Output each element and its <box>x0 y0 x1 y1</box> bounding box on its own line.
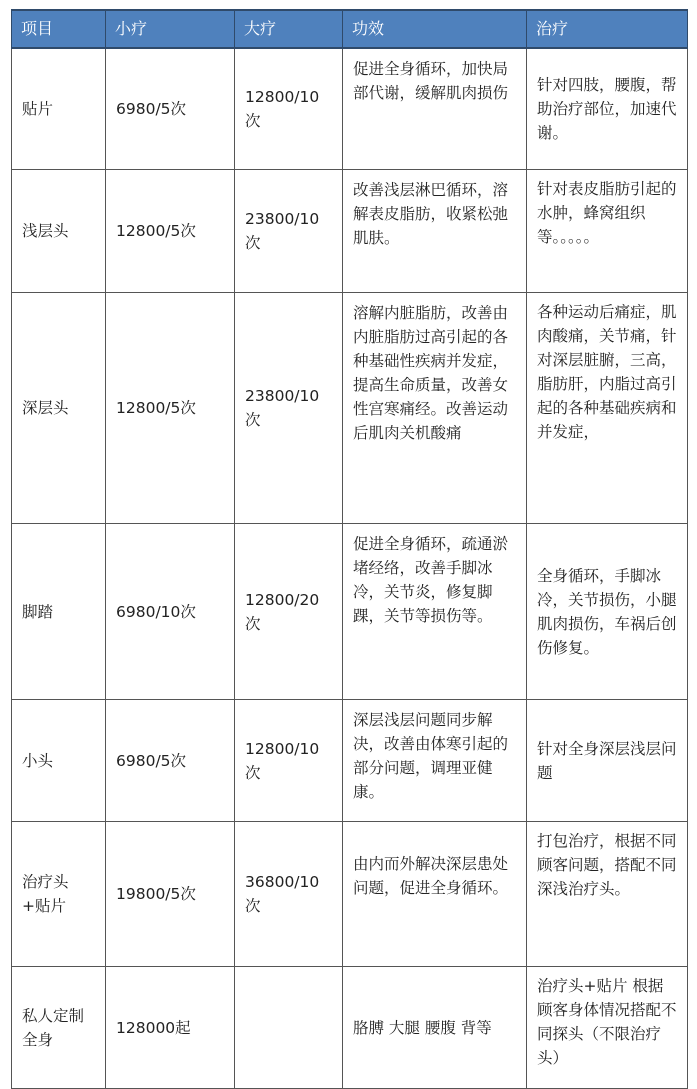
cell-treatment: 治疗头+贴片 根据顾客身体情况搭配不同探头（不限治疗头） <box>527 967 688 1089</box>
cell-effect: 深层浅层问题同步解决，改善由体寒引起的部分问题，调理亚健康。 <box>343 700 527 822</box>
cell-large-course: 23800/10次 <box>235 293 343 524</box>
cell-large-course: 12800/10次 <box>235 48 343 170</box>
cell-item: 深层头 <box>12 293 106 524</box>
cell-item: 脚踏 <box>12 524 106 700</box>
price-table-container <box>11 9 687 1089</box>
header-effect: 功效 <box>343 10 527 48</box>
table-header <box>12 10 688 48</box>
cell-large-course: 23800/10次 <box>235 170 343 293</box>
cell-treatment: 各种运动后痛症，肌肉酸痛，关节痛，针对深层脏腑，三高，脂肪肝，内脂过高引起的各种基础疾病和并发症， <box>527 293 688 524</box>
table-row <box>12 170 688 293</box>
cell-effect: 改善浅层淋巴循环，溶解表皮脂肪，收紧松弛肌肤。 <box>343 170 527 293</box>
table-body <box>12 48 688 1089</box>
table-row <box>12 293 688 524</box>
cell-effect: 促进全身循环，加快局部代谢，缓解肌肉损伤 <box>343 48 527 170</box>
cell-small-course: 12800/5次 <box>106 170 235 293</box>
cell-item: 小头 <box>12 700 106 822</box>
cell-large-course <box>235 967 343 1089</box>
cell-effect: 促进全身循环，疏通淤堵经络，改善手脚冰冷，关节炎，修复脚踝，关节等损伤等。 <box>343 524 527 700</box>
cell-item: 私人定制全身 <box>12 967 106 1089</box>
cell-item: 贴片 <box>12 48 106 170</box>
cell-large-course: 12800/20次 <box>235 524 343 700</box>
cell-small-course: 6980/5次 <box>106 48 235 170</box>
table-row <box>12 822 688 967</box>
cell-treatment: 打包治疗，根据不同顾客问题，搭配不同深浅治疗头。 <box>527 822 688 967</box>
cell-item: 治疗头+贴片 <box>12 822 106 967</box>
cell-effect: 溶解内脏脂肪，改善由内脏脂肪过高引起的各种基础性疾病并发症，提高生命质量，改善女性宫寒痛经。改善运动后肌肉关机酸痛 <box>343 293 527 524</box>
cell-effect: 胳膊 大腿 腰腹 背等 <box>343 967 527 1089</box>
cell-treatment: 针对表皮脂肪引起的水肿，蜂窝组织等。。。。。 <box>527 170 688 293</box>
cell-large-course: 36800/10次 <box>235 822 343 967</box>
table-row <box>12 524 688 700</box>
cell-large-course: 12800/10次 <box>235 700 343 822</box>
cell-effect: 由内而外解决深层患处问题，促进全身循环。 <box>343 822 527 967</box>
cell-item: 浅层头 <box>12 170 106 293</box>
header-treatment: 治疗 <box>527 10 688 48</box>
treatment-price-table <box>11 9 688 1089</box>
cell-treatment: 针对全身深层浅层问题 <box>527 700 688 822</box>
header-large-course: 大疗 <box>235 10 343 48</box>
cell-treatment: 针对四肢，腰腹，帮助治疗部位，加速代谢。 <box>527 48 688 170</box>
header-small-course: 小疗 <box>106 10 235 48</box>
cell-small-course: 12800/5次 <box>106 293 235 524</box>
header-item: 项目 <box>12 10 106 48</box>
cell-small-course: 19800/5次 <box>106 822 235 967</box>
cell-small-course: 128000起 <box>106 967 235 1089</box>
header-row <box>12 10 688 48</box>
table-row <box>12 48 688 170</box>
cell-small-course: 6980/10次 <box>106 524 235 700</box>
table-row <box>12 700 688 822</box>
cell-small-course: 6980/5次 <box>106 700 235 822</box>
cell-treatment: 全身循环，手脚冰冷，关节损伤，小腿肌肉损伤，车祸后创伤修复。 <box>527 524 688 700</box>
table-row <box>12 967 688 1089</box>
